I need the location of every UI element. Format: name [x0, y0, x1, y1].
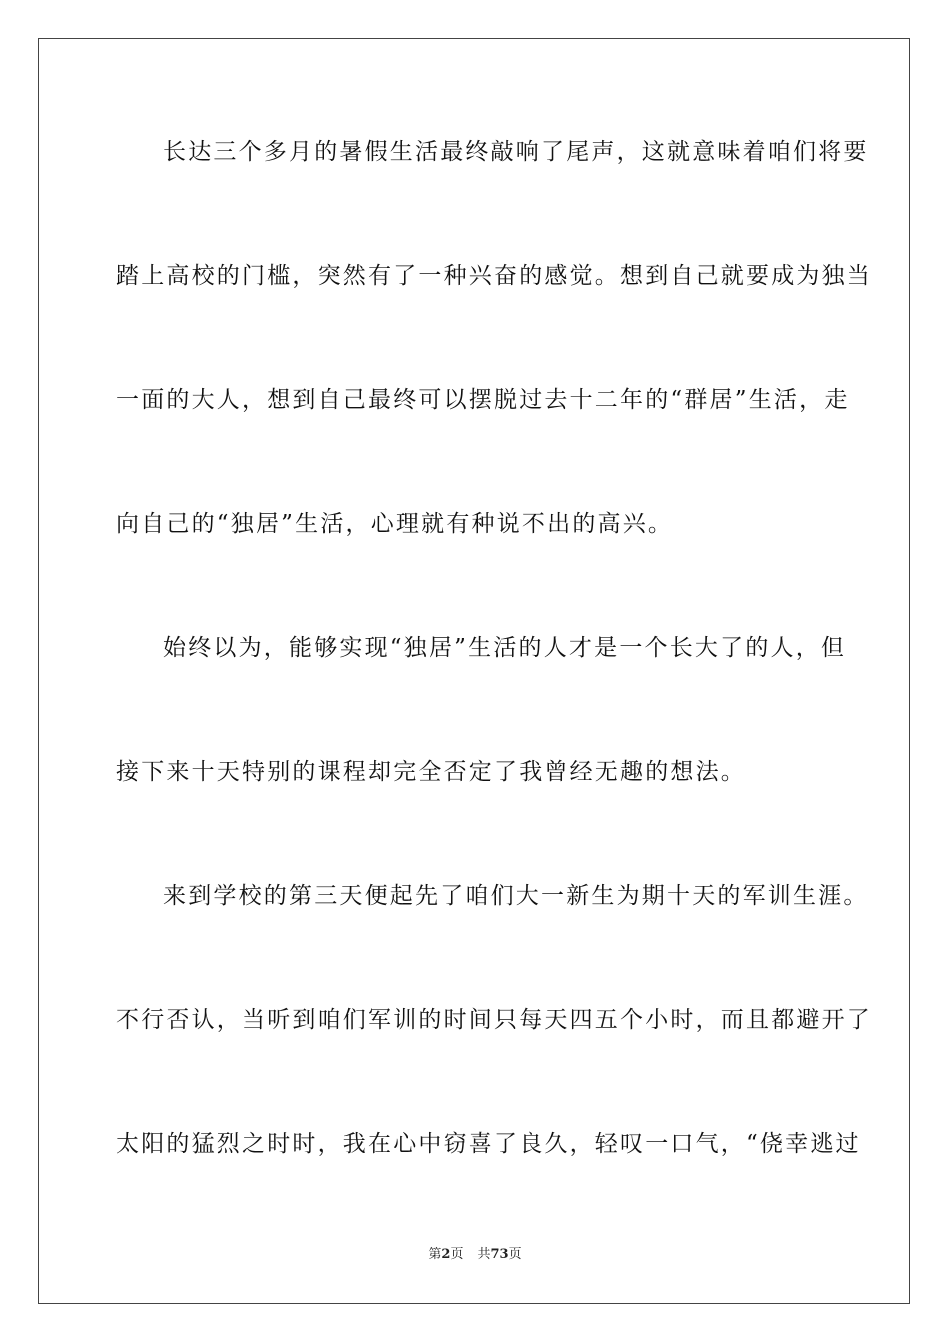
- body-text-line: 接下来十天特别的课程却完全否定了我曾经无趣的想法。: [116, 759, 746, 785]
- page-border: [38, 38, 910, 1304]
- body-text-line: 不行否认，当听到咱们军训的时间只每天四五个小时，而且都避开了: [116, 1007, 872, 1033]
- body-text-line: 太阳的猛烈之时时，我在心中窃喜了良久，轻叹一口气，“侥幸逃过: [116, 1131, 861, 1157]
- body-text-line: 长达三个多月的暑假生活最终敲响了尾声，这就意味着咱们将要: [163, 139, 869, 165]
- page-prefix: 第: [428, 1247, 442, 1262]
- body-text-line: 始终以为，能够实现“独居”生活的人才是一个长大了的人，但: [163, 635, 847, 661]
- body-text-line: 向自己的“独居”生活，心理就有种说不出的高兴。: [116, 511, 674, 537]
- total-pages: 73: [490, 1247, 509, 1262]
- body-text-line: 一面的大人，想到自己最终可以摆脱过去十二年的“群居”生活，走: [116, 387, 850, 413]
- total-prefix: 共: [477, 1247, 491, 1262]
- body-text-line: 踏上高校的门槛，突然有了一种兴奋的感觉。想到自己就要成为独当: [116, 263, 872, 289]
- total-suffix: 页: [508, 1247, 522, 1262]
- body-text-line: 来到学校的第三天便起先了咱们大一新生为期十天的军训生涯。: [163, 883, 869, 909]
- page-suffix: 页: [450, 1247, 464, 1262]
- page-footer: [0, 1246, 950, 1264]
- page-number: 2: [441, 1247, 451, 1262]
